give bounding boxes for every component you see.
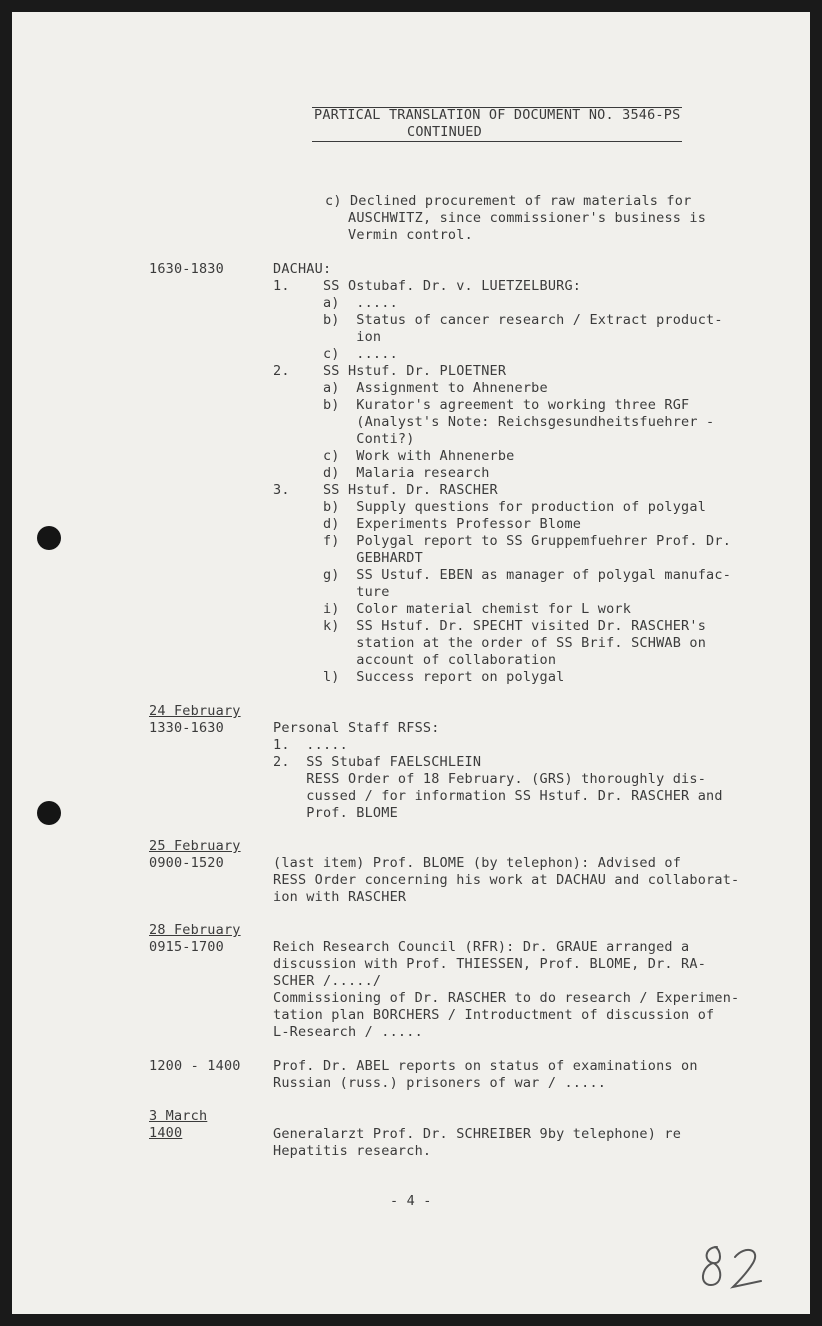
entry-line: SCHER /...../ (273, 973, 382, 989)
entry-date: 24 February (149, 703, 241, 719)
entry-line: DACHAU: (273, 261, 332, 277)
entry-line: tation plan BORCHERS / Introductment of discussion of (273, 1007, 715, 1023)
entry-line: cussed / for information SS Hstuf. Dr. RASCHER and (273, 788, 723, 804)
entry-line: l) Success report on polygal (273, 669, 565, 685)
entry-line: 1. ..... (273, 737, 348, 753)
header-rule-bottom (312, 141, 682, 142)
entry-line: Hepatitis research. (273, 1143, 432, 1159)
entry-date: 28 February (149, 922, 241, 938)
entry-line: 2. SS Hstuf. Dr. PLOETNER (273, 363, 507, 379)
intro-line: Vermin control. (348, 227, 473, 243)
entry-line: Russian (russ.) prisoners of war / ..... (273, 1075, 607, 1091)
entry-line: d) Malaria research (273, 465, 490, 481)
entry-line: b) Supply questions for production of polygal (273, 499, 707, 515)
entry-line: k) SS Hstuf. Dr. SPECHT visited Dr. RASCHER's (273, 618, 707, 634)
entry-line: ion (273, 329, 382, 345)
entry-line: g) SS Ustuf. EBEN as manager of polygal manufac- (273, 567, 732, 583)
entry-line: ion with RASCHER (273, 889, 407, 905)
entry-line: a) Assignment to Ahnenerbe (273, 380, 548, 396)
entry-line: Personal Staff RFSS: (273, 720, 440, 736)
binder-hole-top (37, 526, 61, 550)
entry-line: d) Experiments Professor Blome (273, 516, 582, 532)
entry-line: c) Work with Ahnenerbe (273, 448, 515, 464)
page-number: - 4 - (390, 1193, 432, 1209)
entry-date: 3 March (149, 1108, 208, 1124)
entry-time: 0900-1520 (149, 855, 224, 871)
intro-line: c) Declined procurement of raw materials for (325, 193, 692, 209)
entry-line: Generalarzt Prof. Dr. SCHREIBER 9by telephone) re (273, 1126, 682, 1142)
intro-line: AUSCHWITZ, since commissioner's business is (348, 210, 707, 226)
entry-line: 3. SS Hstuf. Dr. RASCHER (273, 482, 498, 498)
entry-line: Prof. BLOME (273, 805, 398, 821)
entry-line: Reich Research Council (RFR): Dr. GRAUE arranged a (273, 939, 690, 955)
entry-line: 2. SS Stubaf FAELSCHLEIN (273, 754, 482, 770)
entry-time: 1200 - 1400 (149, 1058, 241, 1074)
entry-line: i) Color material chemist for L work (273, 601, 632, 617)
entry-line: (Analyst's Note: Reichsgesundheitsfuehrer - (273, 414, 715, 430)
entry-time: 1630-1830 (149, 261, 224, 277)
entry-time: 1330-1630 (149, 720, 224, 736)
entry-line: account of collaboration (273, 652, 557, 668)
header-title: PARTICAL TRANSLATION OF DOCUMENT NO. 3546-PS (314, 107, 681, 123)
entry-line: f) Polygal report to SS Gruppemfuehrer Prof. Dr. (273, 533, 732, 549)
entry-line: 1. SS Ostubaf. Dr. v. LUETZELBURG: (273, 278, 582, 294)
entry-line: b) Status of cancer research / Extract product- (273, 312, 723, 328)
entry-line: (last item) Prof. BLOME (by telephon): Advised of (273, 855, 682, 871)
entry-line: Commissioning of Dr. RASCHER to do research / Experimen- (273, 990, 740, 1006)
entry-line: Prof. Dr. ABEL reports on status of examinations on (273, 1058, 698, 1074)
entry-line: ture (273, 584, 390, 600)
entry-line: station at the order of SS Brif. SCHWAB on (273, 635, 707, 651)
entry-line: c) ..... (273, 346, 398, 362)
entry-time: 1400 (149, 1125, 183, 1141)
entry-time: 0915-1700 (149, 939, 224, 955)
entry-line: GEBHARDT (273, 550, 423, 566)
binder-hole-bottom (37, 801, 61, 825)
entry-line: RESS Order concerning his work at DACHAU and collaborat- (273, 872, 740, 888)
entry-line: a) ..... (273, 295, 398, 311)
entry-line: L-Research / ..... (273, 1024, 423, 1040)
entry-line: Conti?) (273, 431, 415, 447)
entry-line: discussion with Prof. THIESSEN, Prof. BLOME, Dr. RA- (273, 956, 707, 972)
entry-line: RESS Order of 18 February. (GRS) thoroughly dis- (273, 771, 707, 787)
header-continued: CONTINUED (407, 124, 482, 140)
entry-line: b) Kurator's agreement to working three RGF (273, 397, 690, 413)
entry-date: 25 February (149, 838, 241, 854)
handwritten-folio-number (695, 1235, 775, 1295)
